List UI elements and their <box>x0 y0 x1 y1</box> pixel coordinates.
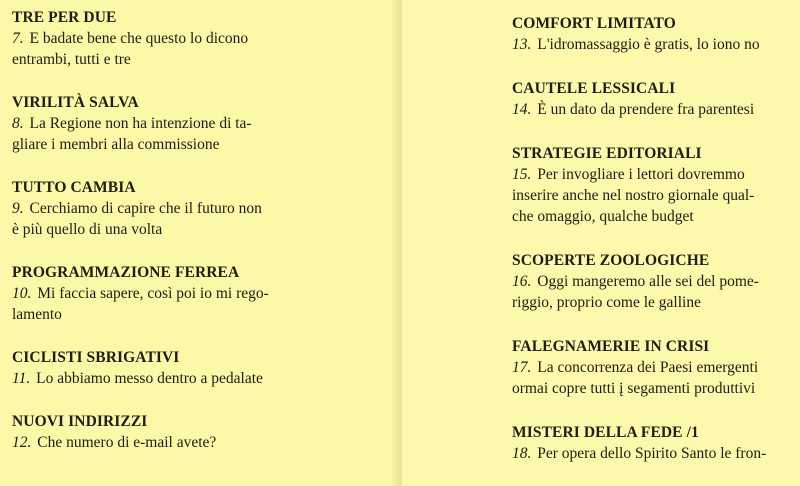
entry-heading: TUTTO CAMBIA <box>12 179 136 196</box>
entry-heading: CICLISTI SBRIGATIVI <box>12 349 180 366</box>
entry-heading: VIRILITÀ SALVA <box>12 94 139 111</box>
entry-number: 9. <box>12 200 24 217</box>
entry-text-line: Che numero di e-mail avete? <box>37 434 217 451</box>
entry-text-line: ormai copre tutti į segamenti produttivi <box>512 380 756 397</box>
entry-text-line: entrambi, tutti e tre <box>12 51 131 68</box>
entry-text <box>512 443 780 464</box>
entry-text-line: è più quello di una volta <box>12 221 163 238</box>
entry-number: 17. <box>512 359 532 376</box>
entry-text <box>512 34 780 55</box>
joke-entry <box>512 79 800 120</box>
entry-text-line: L'idromassaggio è gratis, lo iono no <box>537 36 760 53</box>
entry-text-line: lamento <box>12 306 62 323</box>
entry-number: 15. <box>512 166 532 183</box>
entry-text-line: inserire anche nel nostro giornale qual- <box>512 187 755 204</box>
entry-heading: TRE PER DUE <box>12 9 117 26</box>
joke-entry <box>512 144 800 227</box>
entry-text-line: E badate bene che questo lo dicono <box>29 30 249 47</box>
entry-text <box>12 28 280 70</box>
entry-number: 7. <box>12 30 24 47</box>
entry-text <box>12 432 280 453</box>
joke-entry <box>12 263 398 325</box>
joke-entry <box>12 178 398 240</box>
entry-heading: PROGRAMMAZIONE FERREA <box>12 264 240 281</box>
entry-text-line: Lo abbiamo messo dentro a pedalate <box>36 370 263 387</box>
entry-text <box>12 368 280 389</box>
joke-entry <box>12 8 398 70</box>
joke-entry <box>512 337 800 399</box>
joke-entry <box>12 93 398 155</box>
entry-text <box>12 198 280 240</box>
entry-text <box>512 164 780 227</box>
entry-heading: SCOPERTE ZOOLOGICHE <box>512 252 710 269</box>
entry-number: 10. <box>12 285 32 302</box>
entry-heading: STRATEGIE EDITORIALI <box>512 145 702 162</box>
entry-text-line: gliare i membri alla commissione <box>12 136 220 153</box>
entry-text <box>12 113 280 155</box>
right-page <box>402 0 800 486</box>
entry-text <box>512 271 780 313</box>
entry-text-line: Cerchiamo di capire che il futuro non <box>29 200 262 217</box>
entry-text-line: riggio, proprio come le galline <box>512 294 701 311</box>
entry-text-line: È un dato da prendere fra parentesi <box>537 101 755 118</box>
joke-entry <box>512 14 800 55</box>
entry-heading: NUOVI INDIRIZZI <box>12 413 148 430</box>
joke-entry <box>512 251 800 313</box>
joke-entry <box>12 348 398 389</box>
entry-number: 14. <box>512 101 532 118</box>
entry-text-line: Per invogliare i lettori dovremmo <box>537 166 745 183</box>
joke-entry <box>12 412 398 453</box>
entry-number: 8. <box>12 115 24 132</box>
entry-heading: COMFORT LIMITATO <box>512 15 676 32</box>
entry-number: 12. <box>12 434 32 451</box>
left-page <box>0 0 398 486</box>
entry-heading: CAUTELE LESSICALI <box>512 80 676 97</box>
entry-text <box>12 283 280 325</box>
entry-text-line: La concorrenza dei Paesi emergenti <box>537 359 759 376</box>
entry-text-line: La Regione non ha intenzione di ta- <box>29 115 252 132</box>
entry-text-line: Per opera dello Spirito Santo le fron- <box>537 445 767 462</box>
joke-entry <box>512 423 800 464</box>
entry-number: 13. <box>512 36 532 53</box>
entry-number: 11. <box>12 370 31 387</box>
entry-text <box>512 99 780 120</box>
entry-number: 16. <box>512 273 532 290</box>
entry-text-line: che omaggio, qualche budget <box>512 208 694 225</box>
entry-text-line: Mi faccia sapere, così poi io mi rego- <box>37 285 269 302</box>
entry-text <box>512 357 780 399</box>
entry-heading: FALEGNAMERIE IN CRISI <box>512 338 710 355</box>
entry-number: 18. <box>512 445 532 462</box>
entry-text-line: Oggi mangeremo alle sei del pome- <box>537 273 759 290</box>
entry-heading: MISTERI DELLA FEDE /1 <box>512 424 699 441</box>
